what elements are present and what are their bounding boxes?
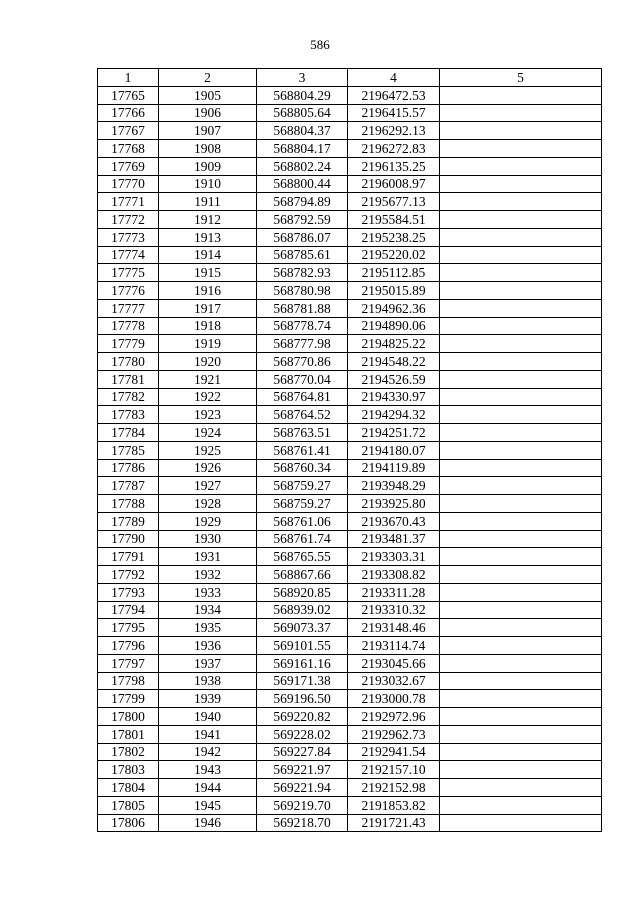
x-coordinate-cell: 568785.61 xyxy=(257,246,348,264)
index-cell: 1931 xyxy=(159,548,257,566)
table-row xyxy=(98,264,602,282)
x-coordinate-cell: 569221.94 xyxy=(257,779,348,797)
table-row xyxy=(98,353,602,371)
notes-cell xyxy=(440,211,602,229)
point-number-cell: 17788 xyxy=(98,495,159,513)
x-coordinate-cell: 568802.24 xyxy=(257,157,348,175)
notes-cell xyxy=(440,601,602,619)
column-header-3: 3 xyxy=(257,69,348,87)
x-coordinate-cell: 568804.17 xyxy=(257,140,348,158)
table-row xyxy=(98,104,602,122)
notes-cell xyxy=(440,228,602,246)
x-coordinate-cell: 568778.74 xyxy=(257,317,348,335)
notes-cell xyxy=(440,637,602,655)
notes-cell xyxy=(440,654,602,672)
point-number-cell: 17766 xyxy=(98,104,159,122)
point-number-cell: 17799 xyxy=(98,690,159,708)
notes-cell xyxy=(440,424,602,442)
notes-cell xyxy=(440,708,602,726)
notes-cell xyxy=(440,672,602,690)
y-coordinate-cell: 2196292.13 xyxy=(348,122,440,140)
index-cell: 1919 xyxy=(159,335,257,353)
index-cell: 1920 xyxy=(159,353,257,371)
table-row xyxy=(98,637,602,655)
index-cell: 1906 xyxy=(159,104,257,122)
point-number-cell: 17775 xyxy=(98,264,159,282)
x-coordinate-cell: 568764.52 xyxy=(257,406,348,424)
x-coordinate-cell: 568761.74 xyxy=(257,530,348,548)
point-number-cell: 17780 xyxy=(98,353,159,371)
x-coordinate-cell: 569218.70 xyxy=(257,814,348,832)
y-coordinate-cell: 2194251.72 xyxy=(348,424,440,442)
table-row xyxy=(98,601,602,619)
table-header xyxy=(98,69,602,87)
index-cell: 1933 xyxy=(159,583,257,601)
index-cell: 1924 xyxy=(159,424,257,442)
notes-cell xyxy=(440,495,602,513)
page-number: 586 xyxy=(310,37,330,52)
point-number-cell: 17772 xyxy=(98,211,159,229)
table-row xyxy=(98,441,602,459)
x-coordinate-cell: 569228.02 xyxy=(257,725,348,743)
table-body xyxy=(98,86,602,832)
index-cell: 1905 xyxy=(159,86,257,104)
y-coordinate-cell: 2193481.37 xyxy=(348,530,440,548)
x-coordinate-cell: 569221.97 xyxy=(257,761,348,779)
y-coordinate-cell: 2196135.25 xyxy=(348,157,440,175)
notes-cell xyxy=(440,530,602,548)
notes-cell xyxy=(440,317,602,335)
notes-cell xyxy=(440,282,602,300)
table-row xyxy=(98,672,602,690)
notes-cell xyxy=(440,796,602,814)
x-coordinate-cell: 568939.02 xyxy=(257,601,348,619)
notes-cell xyxy=(440,299,602,317)
notes-cell xyxy=(440,353,602,371)
notes-cell xyxy=(440,761,602,779)
notes-cell xyxy=(440,477,602,495)
index-cell: 1930 xyxy=(159,530,257,548)
table-row xyxy=(98,228,602,246)
point-number-cell: 17786 xyxy=(98,459,159,477)
x-coordinate-cell: 569073.37 xyxy=(257,619,348,637)
header-row xyxy=(98,69,602,87)
notes-cell xyxy=(440,246,602,264)
x-coordinate-cell: 569196.50 xyxy=(257,690,348,708)
y-coordinate-cell: 2194526.59 xyxy=(348,370,440,388)
y-coordinate-cell: 2195015.89 xyxy=(348,282,440,300)
y-coordinate-cell: 2193114.74 xyxy=(348,637,440,655)
table-row xyxy=(98,370,602,388)
index-cell: 1918 xyxy=(159,317,257,335)
index-cell: 1914 xyxy=(159,246,257,264)
point-number-cell: 17767 xyxy=(98,122,159,140)
index-cell: 1926 xyxy=(159,459,257,477)
table-row xyxy=(98,459,602,477)
point-number-cell: 17769 xyxy=(98,157,159,175)
table-row xyxy=(98,299,602,317)
notes-cell xyxy=(440,157,602,175)
notes-cell xyxy=(440,566,602,584)
notes-cell xyxy=(440,459,602,477)
index-cell: 1942 xyxy=(159,743,257,761)
notes-cell xyxy=(440,122,602,140)
notes-cell xyxy=(440,690,602,708)
x-coordinate-cell: 569171.38 xyxy=(257,672,348,690)
index-cell: 1944 xyxy=(159,779,257,797)
notes-cell xyxy=(440,743,602,761)
x-coordinate-cell: 568761.41 xyxy=(257,441,348,459)
y-coordinate-cell: 2194119.89 xyxy=(348,459,440,477)
x-coordinate-cell: 568770.86 xyxy=(257,353,348,371)
index-cell: 1939 xyxy=(159,690,257,708)
notes-cell xyxy=(440,583,602,601)
point-number-cell: 17802 xyxy=(98,743,159,761)
point-number-cell: 17797 xyxy=(98,654,159,672)
point-number-cell: 17784 xyxy=(98,424,159,442)
table-row xyxy=(98,761,602,779)
notes-cell xyxy=(440,175,602,193)
x-coordinate-cell: 568770.04 xyxy=(257,370,348,388)
y-coordinate-cell: 2193000.78 xyxy=(348,690,440,708)
x-coordinate-cell: 568780.98 xyxy=(257,282,348,300)
point-number-cell: 17770 xyxy=(98,175,159,193)
point-number-cell: 17790 xyxy=(98,530,159,548)
point-number-cell: 17796 xyxy=(98,637,159,655)
point-number-cell: 17793 xyxy=(98,583,159,601)
y-coordinate-cell: 2193148.46 xyxy=(348,619,440,637)
y-coordinate-cell: 2195220.02 xyxy=(348,246,440,264)
table-row xyxy=(98,619,602,637)
x-coordinate-cell: 568794.89 xyxy=(257,193,348,211)
table-row xyxy=(98,122,602,140)
point-number-cell: 17765 xyxy=(98,86,159,104)
table-row xyxy=(98,495,602,513)
y-coordinate-cell: 2195584.51 xyxy=(348,211,440,229)
index-cell: 1917 xyxy=(159,299,257,317)
point-number-cell: 17798 xyxy=(98,672,159,690)
notes-cell xyxy=(440,264,602,282)
coordinates-table xyxy=(97,68,602,832)
y-coordinate-cell: 2193308.82 xyxy=(348,566,440,584)
y-coordinate-cell: 2194890.06 xyxy=(348,317,440,335)
index-cell: 1916 xyxy=(159,282,257,300)
notes-cell xyxy=(440,86,602,104)
table-row xyxy=(98,175,602,193)
index-cell: 1907 xyxy=(159,122,257,140)
table-row xyxy=(98,530,602,548)
x-coordinate-cell: 569227.84 xyxy=(257,743,348,761)
index-cell: 1912 xyxy=(159,211,257,229)
table-row xyxy=(98,406,602,424)
notes-cell xyxy=(440,779,602,797)
x-coordinate-cell: 568759.27 xyxy=(257,495,348,513)
y-coordinate-cell: 2194962.36 xyxy=(348,299,440,317)
notes-cell xyxy=(440,406,602,424)
table-row xyxy=(98,211,602,229)
point-number-cell: 17795 xyxy=(98,619,159,637)
point-number-cell: 17794 xyxy=(98,601,159,619)
table-row xyxy=(98,424,602,442)
x-coordinate-cell: 568760.34 xyxy=(257,459,348,477)
table-row xyxy=(98,583,602,601)
x-coordinate-cell: 568761.06 xyxy=(257,512,348,530)
table-row xyxy=(98,654,602,672)
point-number-cell: 17800 xyxy=(98,708,159,726)
table-row xyxy=(98,779,602,797)
table-row xyxy=(98,566,602,584)
notes-cell xyxy=(440,370,602,388)
index-cell: 1927 xyxy=(159,477,257,495)
y-coordinate-cell: 2196472.53 xyxy=(348,86,440,104)
y-coordinate-cell: 2192972.96 xyxy=(348,708,440,726)
table-row xyxy=(98,548,602,566)
table-row xyxy=(98,477,602,495)
point-number-cell: 17774 xyxy=(98,246,159,264)
index-cell: 1922 xyxy=(159,388,257,406)
x-coordinate-cell: 568763.51 xyxy=(257,424,348,442)
y-coordinate-cell: 2194294.32 xyxy=(348,406,440,424)
index-cell: 1911 xyxy=(159,193,257,211)
point-number-cell: 17805 xyxy=(98,796,159,814)
y-coordinate-cell: 2193045.66 xyxy=(348,654,440,672)
y-coordinate-cell: 2196415.57 xyxy=(348,104,440,122)
point-number-cell: 17804 xyxy=(98,779,159,797)
notes-cell xyxy=(440,725,602,743)
table-row xyxy=(98,86,602,104)
notes-cell xyxy=(440,388,602,406)
index-cell: 1923 xyxy=(159,406,257,424)
x-coordinate-cell: 569220.82 xyxy=(257,708,348,726)
x-coordinate-cell: 568804.37 xyxy=(257,122,348,140)
point-number-cell: 17785 xyxy=(98,441,159,459)
point-number-cell: 17783 xyxy=(98,406,159,424)
notes-cell xyxy=(440,441,602,459)
x-coordinate-cell: 569219.70 xyxy=(257,796,348,814)
index-cell: 1946 xyxy=(159,814,257,832)
point-number-cell: 17806 xyxy=(98,814,159,832)
y-coordinate-cell: 2191721.43 xyxy=(348,814,440,832)
notes-cell xyxy=(440,335,602,353)
notes-cell xyxy=(440,619,602,637)
table-row xyxy=(98,690,602,708)
x-coordinate-cell: 568786.07 xyxy=(257,228,348,246)
table-row xyxy=(98,140,602,158)
point-number-cell: 17787 xyxy=(98,477,159,495)
x-coordinate-cell: 568764.81 xyxy=(257,388,348,406)
y-coordinate-cell: 2195677.13 xyxy=(348,193,440,211)
index-cell: 1913 xyxy=(159,228,257,246)
index-cell: 1925 xyxy=(159,441,257,459)
point-number-cell: 17782 xyxy=(98,388,159,406)
x-coordinate-cell: 568920.85 xyxy=(257,583,348,601)
point-number-cell: 17779 xyxy=(98,335,159,353)
index-cell: 1937 xyxy=(159,654,257,672)
x-coordinate-cell: 568765.55 xyxy=(257,548,348,566)
index-cell: 1936 xyxy=(159,637,257,655)
y-coordinate-cell: 2192157.10 xyxy=(348,761,440,779)
column-header-5: 5 xyxy=(440,69,602,87)
point-number-cell: 17789 xyxy=(98,512,159,530)
y-coordinate-cell: 2193948.29 xyxy=(348,477,440,495)
column-header-2: 2 xyxy=(159,69,257,87)
x-coordinate-cell: 568759.27 xyxy=(257,477,348,495)
y-coordinate-cell: 2195112.85 xyxy=(348,264,440,282)
index-cell: 1945 xyxy=(159,796,257,814)
index-cell: 1908 xyxy=(159,140,257,158)
y-coordinate-cell: 2193303.31 xyxy=(348,548,440,566)
y-coordinate-cell: 2193311.28 xyxy=(348,583,440,601)
point-number-cell: 17778 xyxy=(98,317,159,335)
index-cell: 1910 xyxy=(159,175,257,193)
point-number-cell: 17781 xyxy=(98,370,159,388)
table-row xyxy=(98,814,602,832)
y-coordinate-cell: 2193310.32 xyxy=(348,601,440,619)
point-number-cell: 17803 xyxy=(98,761,159,779)
index-cell: 1915 xyxy=(159,264,257,282)
index-cell: 1934 xyxy=(159,601,257,619)
x-coordinate-cell: 568792.59 xyxy=(257,211,348,229)
y-coordinate-cell: 2196272.83 xyxy=(348,140,440,158)
y-coordinate-cell: 2193925.80 xyxy=(348,495,440,513)
notes-cell xyxy=(440,512,602,530)
table-row xyxy=(98,193,602,211)
notes-cell xyxy=(440,104,602,122)
column-header-1: 1 xyxy=(98,69,159,87)
point-number-cell: 17801 xyxy=(98,725,159,743)
index-cell: 1928 xyxy=(159,495,257,513)
x-coordinate-cell: 568804.29 xyxy=(257,86,348,104)
y-coordinate-cell: 2194330.97 xyxy=(348,388,440,406)
x-coordinate-cell: 568867.66 xyxy=(257,566,348,584)
notes-cell xyxy=(440,140,602,158)
table-row xyxy=(98,512,602,530)
table-row xyxy=(98,743,602,761)
table-row xyxy=(98,335,602,353)
y-coordinate-cell: 2194180.07 xyxy=(348,441,440,459)
y-coordinate-cell: 2192152.98 xyxy=(348,779,440,797)
x-coordinate-cell: 569161.16 xyxy=(257,654,348,672)
table-row xyxy=(98,246,602,264)
y-coordinate-cell: 2192962.73 xyxy=(348,725,440,743)
table-row xyxy=(98,388,602,406)
y-coordinate-cell: 2195238.25 xyxy=(348,228,440,246)
y-coordinate-cell: 2194548.22 xyxy=(348,353,440,371)
column-header-4: 4 xyxy=(348,69,440,87)
index-cell: 1935 xyxy=(159,619,257,637)
notes-cell xyxy=(440,814,602,832)
point-number-cell: 17777 xyxy=(98,299,159,317)
point-number-cell: 17776 xyxy=(98,282,159,300)
table-row xyxy=(98,157,602,175)
table-row xyxy=(98,282,602,300)
index-cell: 1932 xyxy=(159,566,257,584)
x-coordinate-cell: 569101.55 xyxy=(257,637,348,655)
table-row xyxy=(98,317,602,335)
table-row xyxy=(98,725,602,743)
y-coordinate-cell: 2193032.67 xyxy=(348,672,440,690)
point-number-cell: 17791 xyxy=(98,548,159,566)
x-coordinate-cell: 568781.88 xyxy=(257,299,348,317)
index-cell: 1921 xyxy=(159,370,257,388)
index-cell: 1929 xyxy=(159,512,257,530)
notes-cell xyxy=(440,548,602,566)
point-number-cell: 17768 xyxy=(98,140,159,158)
index-cell: 1940 xyxy=(159,708,257,726)
table-row xyxy=(98,796,602,814)
y-coordinate-cell: 2193670.43 xyxy=(348,512,440,530)
index-cell: 1938 xyxy=(159,672,257,690)
point-number-cell: 17771 xyxy=(98,193,159,211)
y-coordinate-cell: 2194825.22 xyxy=(348,335,440,353)
x-coordinate-cell: 568800.44 xyxy=(257,175,348,193)
y-coordinate-cell: 2196008.97 xyxy=(348,175,440,193)
y-coordinate-cell: 2191853.82 xyxy=(348,796,440,814)
x-coordinate-cell: 568782.93 xyxy=(257,264,348,282)
point-number-cell: 17792 xyxy=(98,566,159,584)
index-cell: 1909 xyxy=(159,157,257,175)
index-cell: 1943 xyxy=(159,761,257,779)
index-cell: 1941 xyxy=(159,725,257,743)
y-coordinate-cell: 2192941.54 xyxy=(348,743,440,761)
notes-cell xyxy=(440,193,602,211)
table-row xyxy=(98,708,602,726)
x-coordinate-cell: 568777.98 xyxy=(257,335,348,353)
x-coordinate-cell: 568805.64 xyxy=(257,104,348,122)
point-number-cell: 17773 xyxy=(98,228,159,246)
